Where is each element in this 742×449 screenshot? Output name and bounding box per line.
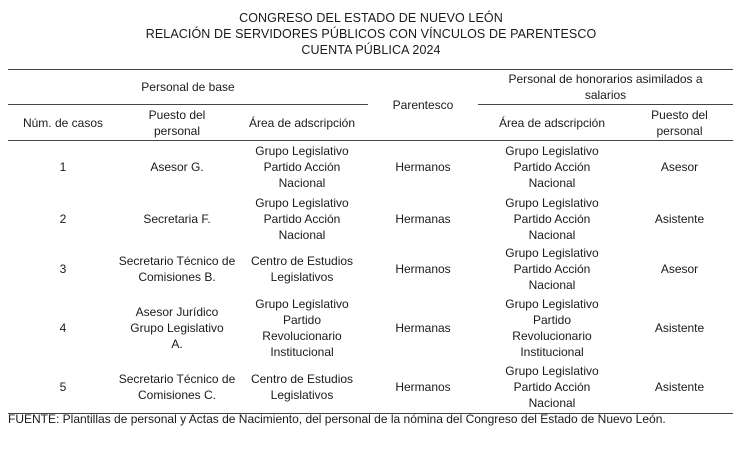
header-num-casos: Núm. de casos [8,105,118,141]
cell-parentesco: Hermanas [395,320,451,335]
cell-parentesco: Hermanos [368,362,478,414]
header-puesto-base: Puesto del personal [118,105,236,141]
cell-puesto-hon: Asistente [654,320,705,335]
header-puesto-hon: Puesto del personal [626,105,733,141]
cell-num: 2 [59,211,67,226]
cell-puesto-hon: Asistente [654,211,705,226]
cell-area: Grupo Legislativo Partido Acción Nacional [255,195,349,242]
cell-num: 1 [59,160,67,175]
cell-puesto: Secretario Técnico de Comisiones C. [118,362,236,414]
header-parentesco: Parentesco [368,70,478,141]
source-note: FUENTE: Plantillas de personal y Actas de Nacimiento, del personal de la nómina del Congreso del Estado de Nuevo León. [8,412,666,426]
cell-area-hon: Grupo Legislativo Partido Revolucionario Institucional [505,296,599,359]
table-row [8,362,733,414]
title-line-2: RELACIÓN DE SERVIDORES PÚBLICOS CON VÍNCULOS DE PARENTESCO [145,27,597,41]
cell-parentesco: Hermanos [395,160,451,175]
cell-area-hon: Grupo Legislativo Partido Acción Nacional [505,245,599,292]
table-row [8,244,733,294]
cell-area-hon: Grupo Legislativo Partido Acción Nacional [505,195,599,242]
document-title [0,10,742,58]
cell-puesto-hon: Asesor [660,261,699,276]
group-header-personal-base: Personal de base [8,70,368,105]
cell-num: 3 [59,261,67,276]
title-line-3: CUENTA PÚBLICA 2024 [301,43,441,57]
cell-area: Centro de Estudios Legislativos [250,253,354,284]
cell-area-hon: Grupo Legislativo Partido Acción Nacional [478,362,626,414]
cell-puesto: Secretario Técnico de Comisiones B. [118,253,236,284]
title-line-1: CONGRESO DEL ESTADO DE NUEVO LEÓN [239,11,503,25]
header-area-base: Área de adscripción [236,105,368,141]
cell-area: Grupo Legislativo Partido Revolucionario Institucional [255,296,349,359]
table-row [8,141,733,194]
cell-parentesco: Hermanos [395,261,451,276]
cell-area: Grupo Legislativo Partido Acción Nacional [255,144,349,191]
cell-puesto: Secretaria F. [143,211,211,226]
kinship-table [8,69,733,414]
cell-puesto-hon: Asistente [626,362,733,414]
cell-area-hon: Grupo Legislativo Partido Acción Nacional [505,144,599,191]
cell-puesto-hon: Asesor [660,160,699,175]
cell-puesto: Asesor G. [150,160,204,175]
cell-num: 4 [59,320,67,335]
cell-num: 5 [8,362,118,414]
group-header-honorarios: Personal de honorarios asimilados a salarios [478,70,733,105]
header-area-hon: Área de adscripción [478,105,626,141]
cell-parentesco: Hermanas [395,211,451,226]
table-row [8,294,733,362]
cell-puesto: Asesor Jurídico Grupo Legislativo A. [130,304,224,351]
cell-area: Centro de Estudios Legislativos [236,362,368,414]
table-row [8,194,733,244]
